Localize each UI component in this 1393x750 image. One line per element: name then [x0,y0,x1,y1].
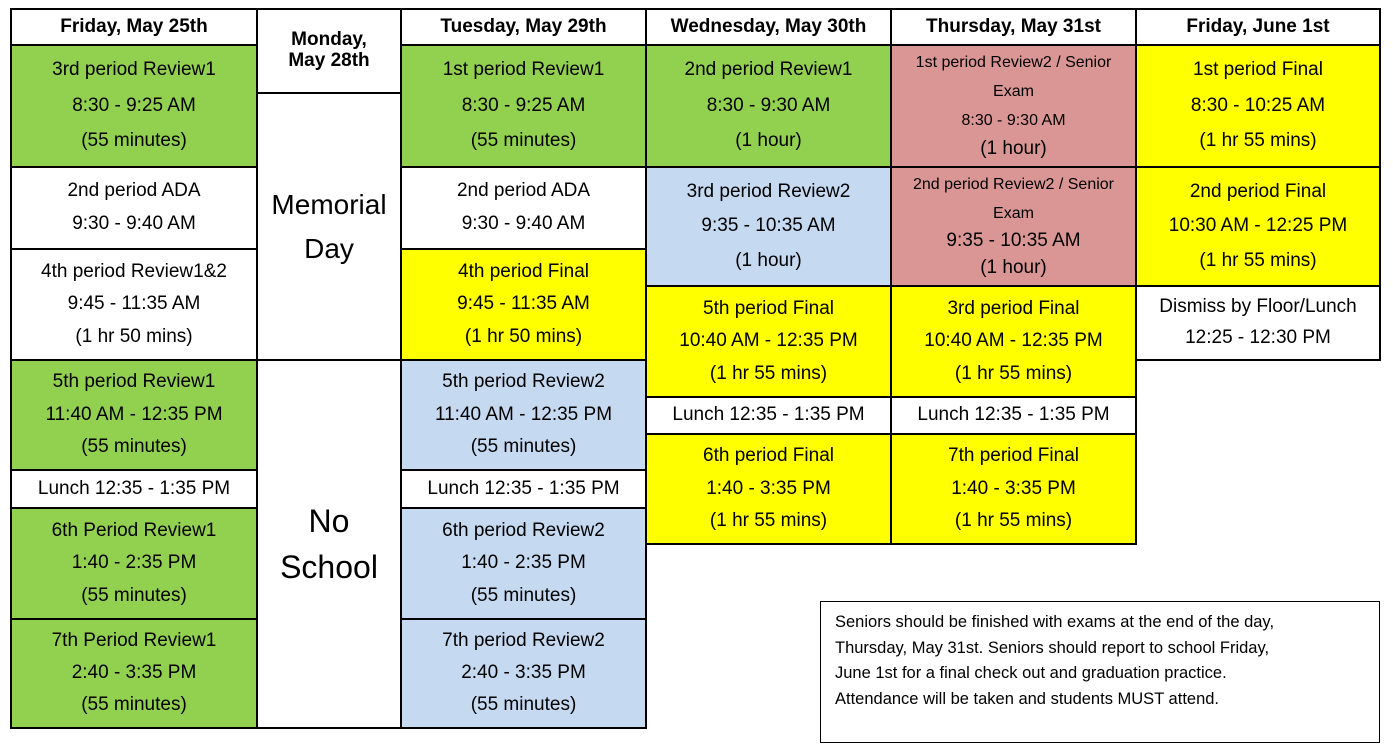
senior-note [820,601,1380,743]
lunch-text: Lunch 12:35 - 1:35 PM [672,404,865,426]
fri1-block-2 [1135,166,1381,287]
period-time: 11:40 AM - 12:35 PM [45,403,223,425]
period-name: Dismiss by Floor/Lunch [1159,296,1357,318]
period-duration: (55 minutes) [470,584,577,606]
thu31-lunch [890,396,1137,435]
tue29-block-4 [400,359,647,471]
period-name: 4th period Review1&2 [41,260,227,282]
fri25-block-1 [10,44,258,168]
period-duration: (1 hour) [735,249,802,271]
thu31-block-5 [890,433,1137,545]
period-time: 11:40 AM - 12:35 PM [434,403,613,425]
period-duration: (1 hr 55 mins) [709,509,828,531]
tue29-block-3 [400,248,647,361]
wed30-block-3 [645,285,892,398]
fri25-block-4 [10,359,258,471]
period-time: 12:25 - 12:30 PM [1185,327,1331,349]
period-time: 9:35 - 10:35 AM [701,215,836,237]
period-duration: (55 minutes) [470,435,577,457]
period-time: 8:30 - 10:25 AM [1190,94,1326,116]
lunch-text: Lunch 12:35 - 1:35 PM [917,404,1110,426]
period-name: 3rd period Final [947,297,1080,319]
period-name-line1: 2nd period Review2 / Senior [912,176,1114,194]
note-line-2: Thursday, May 31st. Seniors should report to school Friday, [835,638,1270,657]
period-time: 9:45 - 11:35 AM [457,293,590,315]
period-time: 9:30 - 9:40 AM [72,213,196,235]
header-text: Tuesday, May 29th [440,15,607,37]
period-name: 5th period Review2 [442,371,605,393]
wed30-block-2 [645,166,892,287]
period-name: 2nd period Review1 [684,59,853,81]
period-time: 8:30 - 9:25 AM [72,94,196,116]
wed30-block-5 [645,433,892,545]
period-duration: (1 hour) [980,137,1047,159]
period-duration: (1 hr 55 mins) [1199,249,1317,271]
header-friday-may25 [10,8,258,46]
header-monday-may28 [256,8,402,94]
tue29-lunch [400,469,647,509]
period-time: 1:40 - 3:35 PM [706,477,831,499]
period-time: 10:40 AM - 12:35 PM [924,330,1103,352]
period-time: 10:30 AM - 12:25 PM [1168,215,1348,237]
period-duration: (1 hr 50 mins) [75,325,193,347]
period-name-line1: 1st period Review2 / Senior [915,54,1112,72]
period-name: 3rd period Review2 [686,180,851,202]
fri25-block-7 [10,618,258,729]
period-name-line2: Exam [993,204,1034,222]
header-text: Friday, June 1st [1186,15,1330,37]
period-name: 2nd period ADA [67,179,201,201]
header-friday-june1 [1135,8,1381,46]
period-time: 8:30 - 9:25 AM [461,94,586,116]
header-thursday-may31 [890,8,1137,46]
note-line-1: Seniors should be finished with exams at the end of the day, [835,613,1275,631]
period-time: 1:40 - 2:35 PM [71,552,197,574]
header-text-line1: Monday, [291,29,367,51]
period-time: 9:35 - 10:35 AM [946,230,1081,252]
wed30-lunch [645,396,892,435]
mon28-no-school [256,359,402,729]
header-wednesday-may30 [645,8,892,46]
period-duration: (1 hour) [735,129,802,151]
wed30-block-1 [645,44,892,168]
tue29-block-2 [400,166,647,250]
period-duration: (1 hour) [980,256,1047,278]
memorial-day-line1: Memorial [271,189,387,221]
period-time: 2:40 - 3:35 PM [461,662,586,684]
period-time: 10:40 AM - 12:35 PM [679,330,858,352]
period-duration: (55 minutes) [81,694,187,716]
period-time: 1:40 - 3:35 PM [951,477,1076,499]
header-tuesday-may29 [400,8,647,46]
thu31-block-1 [890,44,1137,168]
period-duration: (55 minutes) [470,129,577,151]
period-name: 5th period Final [703,297,834,319]
period-duration: (55 minutes) [470,694,577,716]
thu31-block-2 [890,166,1137,287]
period-name: 7th Period Review1 [51,630,217,652]
period-name: 7th period Review2 [442,630,605,652]
header-text-line2: May 28th [288,50,370,71]
period-duration: (1 hr 50 mins) [464,325,583,347]
no-school-line2: School [280,549,378,585]
tue29-block-1 [400,44,647,168]
period-name: 1st period Review1 [442,59,605,81]
period-name: 5th period Review1 [52,371,216,393]
period-time: 9:45 - 11:35 AM [67,293,201,315]
fri25-block-2 [10,166,258,250]
note-line-4: Attendance will be taken and students MUST attend. [835,689,1220,708]
period-duration: (1 hr 55 mins) [709,362,828,384]
period-duration: (55 minutes) [81,435,187,457]
period-name: 3rd period Review1 [52,59,216,81]
thu31-block-3 [890,285,1137,398]
period-name: 2nd period ADA [456,179,591,201]
period-name: 1st period Final [1193,59,1323,81]
lunch-text: Lunch 12:35 - 1:35 PM [427,477,620,499]
lunch-text: Lunch 12:35 - 1:35 PM [37,477,231,499]
period-duration: (1 hr 55 mins) [954,509,1073,531]
period-time: 2:40 - 3:35 PM [71,662,197,684]
period-duration: (1 hr 55 mins) [954,362,1073,384]
period-name-line2: Exam [993,83,1034,101]
note-line-3: June 1st for a final check out and graduation practice. [835,664,1227,683]
period-name: 7th period Final [948,445,1079,467]
fri25-block-6 [10,507,258,620]
mon28-memorial-day [256,92,402,361]
no-school-line1: No [308,502,350,539]
fri25-lunch [10,469,258,509]
period-name: 6th Period Review1 [51,519,217,541]
fri1-dismiss [1135,285,1381,361]
period-time: 8:30 - 9:30 AM [961,111,1066,129]
period-name: 6th period Final [703,445,834,467]
period-duration: (55 minutes) [81,584,187,606]
fri1-block-1 [1135,44,1381,168]
period-time: 1:40 - 2:35 PM [461,552,586,574]
period-duration: (55 minutes) [81,129,187,151]
tue29-block-6 [400,507,647,620]
header-text: Friday, May 25th [60,15,208,37]
header-text: Wednesday, May 30th [670,15,867,37]
period-name: 4th period Final [458,260,589,282]
period-duration: (1 hr 55 mins) [1199,129,1317,151]
period-name: 6th period Review2 [442,519,605,541]
period-name: 2nd period Final [1189,180,1327,202]
period-time: 9:30 - 9:40 AM [461,213,586,235]
memorial-day-line2: Day [304,232,354,264]
header-text: Thursday, May 31st [926,15,1101,37]
fri25-block-3 [10,248,258,361]
tue29-block-7 [400,618,647,729]
period-time: 8:30 - 9:30 AM [706,94,831,116]
